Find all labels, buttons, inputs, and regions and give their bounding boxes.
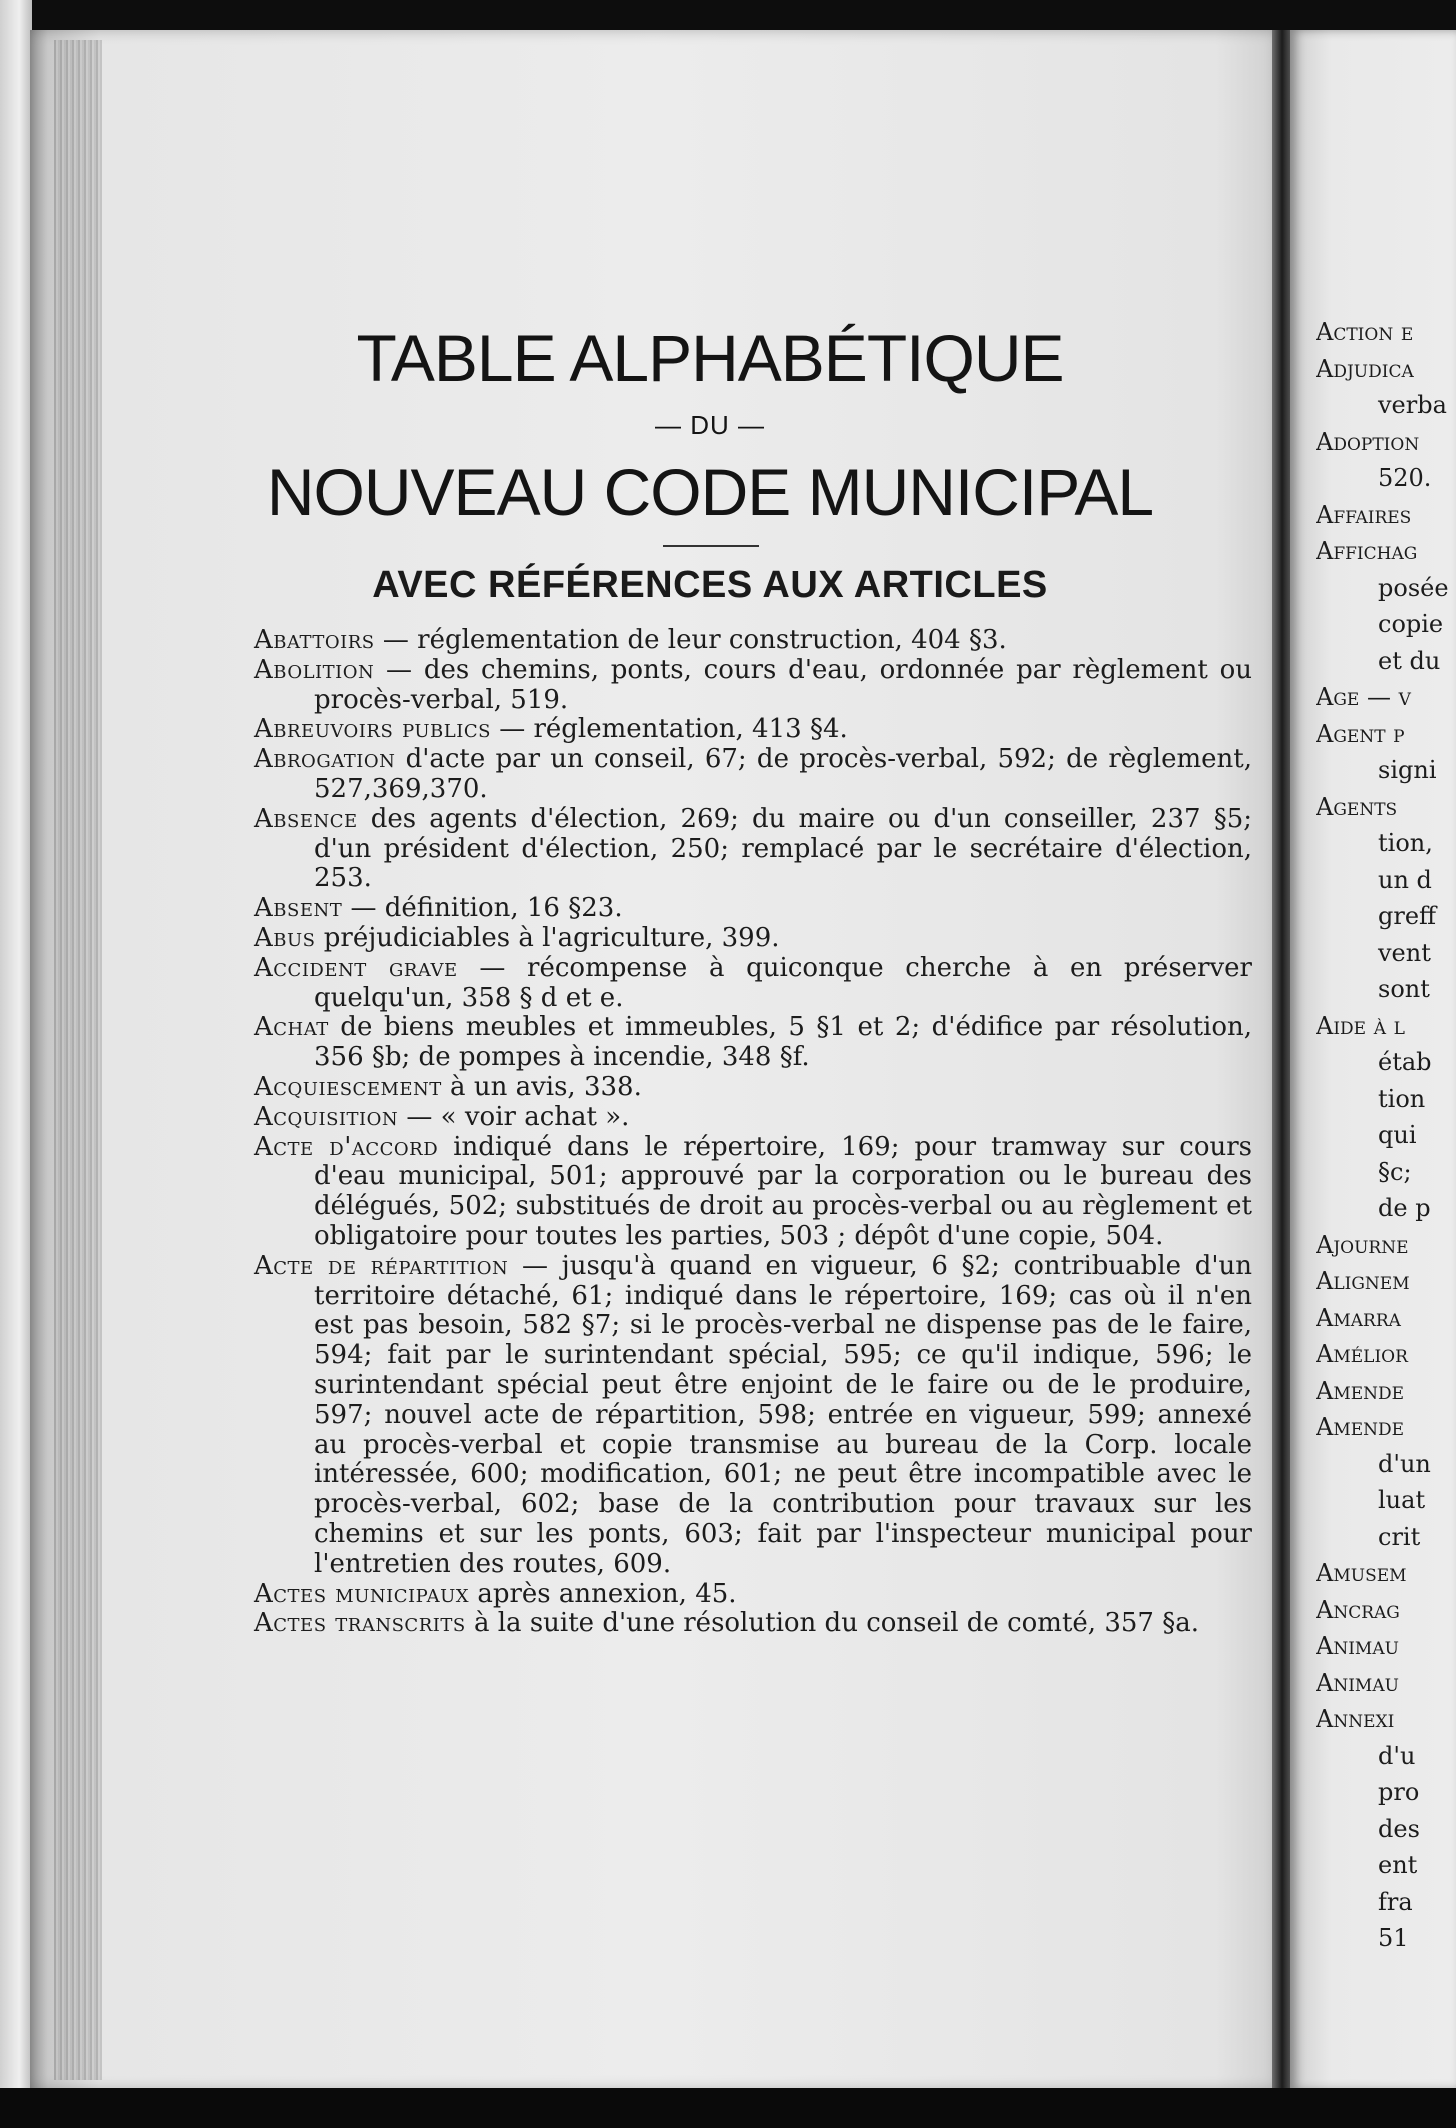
right-entry-heading: Age — v xyxy=(1316,683,1411,711)
index-entry xyxy=(254,745,1252,805)
right-entry-continuation: tion xyxy=(1378,1084,1426,1113)
index-entry xyxy=(254,894,1252,924)
right-entry-heading: Affichag xyxy=(1316,537,1418,565)
right-entry-continuation: 520. xyxy=(1378,464,1432,492)
right-entry-heading: Amusem xyxy=(1316,1559,1407,1587)
scan-bottom-border xyxy=(0,2088,1456,2128)
right-entry-continuation: et du xyxy=(1378,646,1441,675)
index-entry xyxy=(254,1609,1252,1639)
entry-heading: Absence xyxy=(254,803,358,834)
page-title: TABLE ALPHABÉTIQUE xyxy=(356,321,1064,395)
index-entry xyxy=(254,1103,1252,1133)
right-entry-continuation: d'un xyxy=(1378,1449,1431,1478)
right-entry-heading: Amende xyxy=(1316,1413,1405,1441)
right-entry-continuation: luat xyxy=(1378,1486,1426,1514)
right-entry-continuation: étab xyxy=(1378,1048,1432,1076)
index-entry xyxy=(254,1580,1252,1610)
right-entry-continuation: 51 xyxy=(1378,1924,1409,1952)
right-entry-continuation: §c; xyxy=(1378,1157,1412,1186)
entry-text: indiqué dans le répertoire, 169; pour tramway sur cours d'eau municipal, 501; approuvé par la corporation ou le bureau des délégués, 502; substitués de droit au procès-verbal ou au règlement et obligatoire pour toutes les parties, 503 ; dépôt d'une copie, 504. xyxy=(314,1131,1253,1251)
right-entry-continuation: sont xyxy=(1378,975,1430,1003)
page-edges xyxy=(54,40,102,2080)
entry-heading: Achat xyxy=(254,1012,329,1043)
right-entry-heading: Amélior xyxy=(1316,1340,1408,1368)
entry-text: à la suite d'une résolution du conseil de comté, 357 §a. xyxy=(465,1608,1199,1639)
entry-heading: Acte d'accord xyxy=(254,1131,439,1162)
right-entry-heading: Action e xyxy=(1316,318,1414,346)
entry-text: à un avis, 338. xyxy=(441,1071,642,1102)
entry-text: — jusqu'à quand en vigueur, 6 §2; contribuable d'un territoire détaché, 61; indiqué dans le répertoire, 169; cas où il n'en est pas besoin, 582 §7; si le procès-verbal ne dispense pas de le faire, 594; fait par le surintendant spécial, 595; ce qu'il indique, 596; le surintendant spécial peut être enjoint de le faire ou de le produire, 597; nouvel acte de répartition, 598; entrée en vigueur, 599; annexé au procès-verbal et copie transmise au bureau de la Corp. locale intéressée, 600; modification, 601; ne peut être incompatible avec le procès-verbal, 602; base de la contribution pour travaux sur les chemins et sur les ponts, 603; fait par l'inspecteur municipal pour l'entretien des routes, 609. xyxy=(314,1250,1252,1579)
index-entry xyxy=(254,1133,1252,1252)
entry-heading: Abrogation xyxy=(254,744,396,775)
right-entry-continuation: greff xyxy=(1378,902,1437,930)
right-entry-heading: Annexi xyxy=(1316,1705,1395,1733)
right-entry-continuation: ent xyxy=(1378,1851,1418,1879)
right-entry-continuation: crit xyxy=(1378,1522,1421,1551)
entry-text: de biens meubles et immeubles, 5 §1 et 2; d'édifice par résolution, 356 §b; de pompes à incendie, 348 §f. xyxy=(314,1012,1252,1073)
right-entry-continuation: pro xyxy=(1378,1778,1420,1806)
right-entry-continuation: signi xyxy=(1378,756,1437,784)
right-entry-continuation: un d xyxy=(1378,865,1432,894)
right-entry-heading: Ajourne xyxy=(1316,1230,1409,1259)
right-entry-continuation: d'u xyxy=(1378,1741,1416,1770)
entry-text: — réglementation de leur construction, 404 §3. xyxy=(374,625,1007,655)
right-entry-heading: Affaires xyxy=(1316,500,1412,529)
right-entry-heading: Alignem xyxy=(1316,1267,1410,1295)
index-entry xyxy=(254,626,1252,656)
right-entry-heading: Aide à l xyxy=(1316,1011,1405,1040)
right-entry-continuation: des xyxy=(1378,1814,1420,1843)
entry-text: après annexion, 45. xyxy=(469,1578,737,1609)
entry-heading: Actes transcrits xyxy=(254,1608,466,1639)
entry-text: — « voir achat ». xyxy=(398,1101,630,1132)
entry-text: des agents d'élection, 269; du maire ou d'un conseiller, 237 §5; d'un président d'élection, 250; remplacé par le secrétaire d'élection, 253. xyxy=(314,803,1252,894)
right-entry-continuation: tion, xyxy=(1378,829,1433,857)
title-divider xyxy=(663,545,759,547)
entry-text: — récompense à quiconque cherche à en préserver quelqu'un, 358 § d et e. xyxy=(314,952,1252,1013)
entry-heading: Abus xyxy=(254,922,316,953)
entry-heading: Absent xyxy=(254,893,343,924)
right-entry-continuation: posée xyxy=(1378,573,1449,602)
right-entry-heading: Animau xyxy=(1316,1668,1399,1697)
index-entry xyxy=(254,715,1252,745)
entry-heading: Acquiescement xyxy=(254,1071,442,1102)
right-entry-heading: Adjudica xyxy=(1316,354,1414,383)
right-entry-continuation: copie xyxy=(1378,610,1444,638)
page-subtitle: AVEC RÉFÉRENCES AUX ARTICLES xyxy=(372,564,1048,606)
entry-text: d'acte par un conseil, 67; de procès-verbal, 592; de règlement, 527,369,370. xyxy=(314,744,1252,804)
entry-heading: Abolition xyxy=(254,654,375,685)
right-entry-heading: Amarra xyxy=(1316,1303,1401,1332)
right-entry-heading: Agent p xyxy=(1316,719,1405,748)
entry-heading: Actes municipaux xyxy=(254,1578,470,1609)
entry-heading: Acte de répartition xyxy=(254,1250,509,1281)
right-entry-heading: Amende xyxy=(1316,1376,1405,1405)
right-entry-continuation: vent xyxy=(1378,938,1431,967)
index-entry xyxy=(254,1073,1252,1103)
book-gutter xyxy=(1272,30,1292,2100)
index-entry xyxy=(254,656,1252,716)
index-entry xyxy=(254,1013,1252,1073)
entry-heading: Abreuvoirs publics xyxy=(254,714,491,745)
right-entry-heading: Animau xyxy=(1316,1632,1399,1660)
entry-heading: Abattoirs xyxy=(254,625,375,655)
index-entries xyxy=(254,626,1252,1639)
page-title-line2: NOUVEAU CODE MUNICIPAL xyxy=(266,455,1154,529)
index-entry xyxy=(254,924,1252,954)
entry-text: — définition, 16 §23. xyxy=(342,893,623,924)
index-entry xyxy=(254,805,1252,894)
right-entry-continuation: qui xyxy=(1378,1121,1417,1149)
right-page-entries xyxy=(1316,314,1456,1957)
right-entry-heading: Ancrag xyxy=(1316,1595,1400,1624)
right-entry-heading: Adoption xyxy=(1316,427,1420,456)
entry-text: — des chemins, ponts, cours d'eau, ordonnée par règlement ou procès-verbal, 519. xyxy=(314,654,1252,715)
entry-heading: Acquisition xyxy=(254,1101,399,1132)
title-du: — DU — xyxy=(655,410,765,440)
right-entry-continuation: verba xyxy=(1378,391,1447,419)
right-entry-continuation: de p xyxy=(1378,1194,1431,1222)
right-entry-heading: Agents xyxy=(1316,792,1398,821)
scan-border xyxy=(0,0,32,2128)
index-entry xyxy=(254,1252,1252,1580)
entry-text: préjudiciables à l'agriculture, 399. xyxy=(315,922,780,953)
entry-text: — réglementation, 413 §4. xyxy=(490,714,848,745)
right-entry-continuation: fra xyxy=(1378,1887,1413,1916)
index-entry xyxy=(254,954,1252,1014)
entry-heading: Accident grave xyxy=(254,952,458,983)
